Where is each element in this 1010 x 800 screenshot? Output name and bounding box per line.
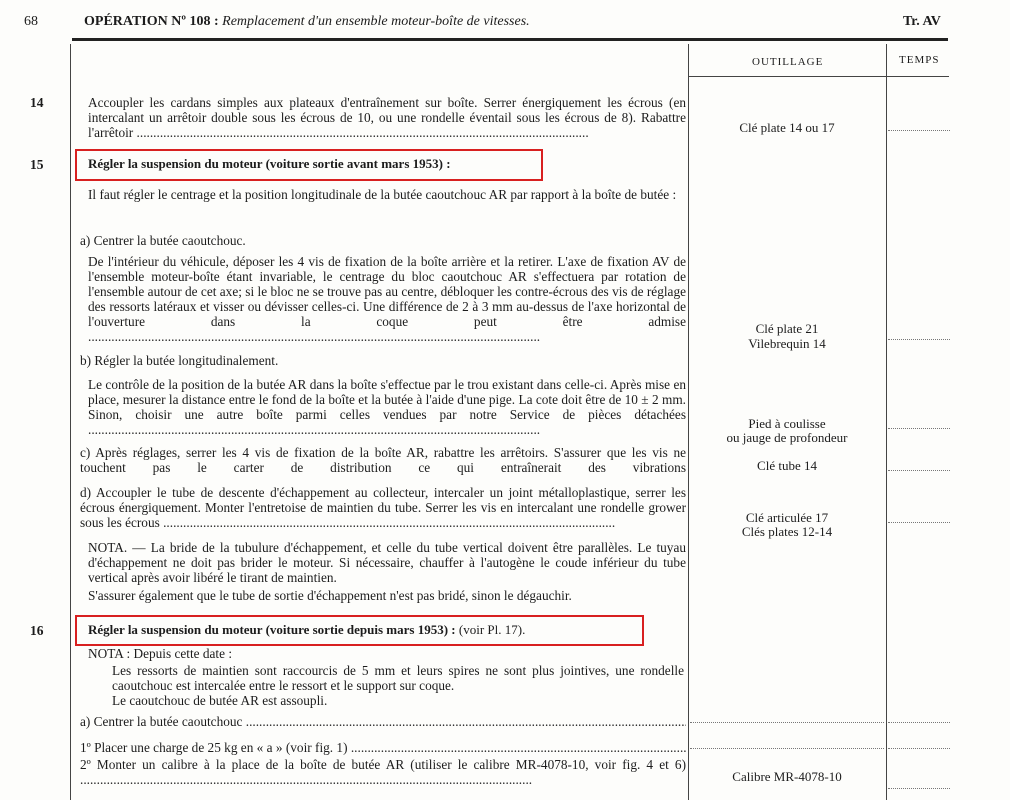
tool-14: Clé plate 14 ou 17	[739, 120, 835, 135]
step-16-item-2-text: 2º Monter un calibre à la place de la boîte de butée AR (utiliser le calibre MR-4078-10, voir fig. 4 et 6) .....	[80, 757, 686, 787]
chapter-tag: Tr. AV	[903, 14, 941, 29]
step-15-paragraph-b	[88, 377, 686, 437]
tool-15-d-1: Clé articulée 17	[745, 510, 829, 525]
step-15-paragraph-a	[88, 254, 686, 344]
step-16-item-a	[80, 714, 686, 729]
step-16-heading	[88, 622, 525, 638]
step-15-item-c-text: c) Après réglages, serrer les 4 vis de fixation de la boîte AR, rabattre les arrêtoirs. S'assurer que les vis ne touchent pas le carter de distribution ce qui entraînerait des vibrations .....	[80, 445, 686, 475]
step-14-paragraph: Accoupler les cardans simples aux plateaux d'entraînement sur boîte. Serrer énergiquement les écrous (en intercalant un arrêtoir double sous les écrous de 10, ou une rondelle éventail sous les écrous de 8). Rabattre l'arrêtoir .....	[88, 95, 686, 140]
step-16-nota-label: NOTA : Depuis cette date :	[88, 646, 233, 661]
step-number-15: 15	[30, 157, 44, 172]
time-column-header: TEMPS	[899, 54, 940, 66]
time-column-line	[886, 44, 887, 800]
tool-15-a-1: Clé plate 21	[755, 321, 819, 336]
tool-15-c: Clé tube 14	[757, 458, 817, 473]
step-16-item-1	[80, 740, 686, 755]
step-number-16: 16	[30, 623, 44, 638]
tool-entry-16-a	[690, 722, 884, 723]
time-entry-16-2	[888, 788, 950, 789]
tool-15-b-2: ou jauge de profondeur	[726, 430, 848, 445]
header-rule	[72, 38, 948, 41]
time-entry-15-b	[888, 428, 950, 429]
step-15-item-b: b) Régler la butée longitudinalement.	[80, 353, 279, 368]
time-entry-15-a	[888, 339, 950, 340]
step-15-intro: Il faut régler le centrage et la position longitudinale de la butée caoutchouc AR par rapport à la boîte de butée :	[88, 187, 677, 202]
step-16-heading-ref: (voir Pl. 17).	[458, 622, 526, 637]
column-header-rule	[689, 76, 949, 77]
step-16-heading-text: Régler la suspension du moteur (voiture sortie depuis mars 1953) :	[88, 622, 456, 637]
step-15-nota: NOTA. — La bride de la tubulure d'échappement, et celle du tube vertical doivent être parallèles. Le tuyau d'échappement ne doit pas brider le moteur. Si nécessaire, chauffer à l'autogène le coude inférieur du tube vertical après avoir libéré le tirant de maintien.	[88, 540, 686, 585]
margin-line	[70, 44, 71, 800]
tools-column-header: OUTILLAGE	[752, 56, 824, 68]
time-entry-16-a	[888, 722, 950, 723]
step-16-nota-text: Les ressorts de maintien sont raccourcis de 5 mm et leurs spires ne sont plus jointives, une rondelle caoutchouc est intercalée entre le ressort et le support sur coque.	[112, 663, 684, 693]
step-16-item-a-text: a) Centrer la butée caoutchouc .....	[80, 714, 686, 729]
step-16-item-2	[80, 757, 686, 789]
tool-entry-16-1	[690, 748, 884, 749]
step-15-heading: Régler la suspension du moteur (voiture sortie avant mars 1953) :	[88, 156, 451, 171]
step-number-14: 14	[30, 95, 44, 110]
step-16-item-1-text: 1º Placer une charge de 25 kg en « a » (voir fig. 1) .....	[80, 740, 686, 755]
tool-15-b-1: Pied à coulisse	[748, 416, 826, 431]
operation-subtitle: Remplacement d'un ensemble moteur-boîte de vitesses.	[222, 14, 530, 29]
time-entry-15-c	[888, 470, 950, 471]
step-15-paragraph-b-text: Le contrôle de la position de la butée AR dans la boîte s'effectue par le trou existant dans celle-ci. Après mise en place, mesurer la distance entre le fond de la boîte et la butée à l'aide d'une pige. La cote doit être de 10 ± 2 mm. Sinon, choisir une autre boîte parmi celles vendues par notre Service de pièces détachées .....	[88, 377, 686, 437]
tool-15-a-2: Vilebrequin 14	[748, 336, 826, 351]
step-15-item-d	[80, 485, 686, 530]
time-entry-14	[888, 130, 950, 131]
operation-label: OPÉRATION Nº 108 :	[84, 14, 219, 29]
tool-15-d-2: Clés plates 12-14	[741, 524, 833, 539]
page-number: 68	[24, 14, 38, 29]
step-15-item-d-text: d) Accoupler le tube de descente d'échappement au collecteur, intercaler un joint métalloplastique, serrer les écrous énergiquement. Monter l'entretoise de maintien du tube. Serrer les vis en intercalant une rondelle grower sous les écrous .....	[80, 485, 686, 530]
time-entry-15-d	[888, 522, 950, 523]
time-entry-16-1	[888, 748, 950, 749]
step-16-nota-text-2: Le caoutchouc de butée AR est assoupli.	[112, 693, 328, 708]
step-15-item-a: a) Centrer la butée caoutchouc.	[80, 233, 246, 248]
page-title	[84, 14, 530, 30]
step-15-item-c	[80, 445, 686, 475]
tool-16: Calibre MR-4078-10	[732, 769, 842, 784]
step-15-check: S'assurer également que le tube de sortie d'échappement n'est pas bridé, sinon le dégauchir.	[88, 588, 572, 603]
step-15-paragraph-a-text: De l'intérieur du véhicule, déposer les 4 vis de fixation de la boîte arrière et la retirer. L'axe de fixation AV de l'ensemble moteur-boîte étant invariable, le centrage du bloc caoutchouc AR s'effectuera par rotation de l'ensemble autour de cet axe; si le bloc ne se trouve pas au centre, débloquer les contre-écrous des vis de réglage des ressorts latéraux et visser ou dévisser celles-ci. Une différence de 2 à 3 mm au-dessus de l'axe horizontal de l'ouverture dans la coque peut être admise .....	[88, 254, 686, 344]
step-14-text	[88, 95, 686, 141]
